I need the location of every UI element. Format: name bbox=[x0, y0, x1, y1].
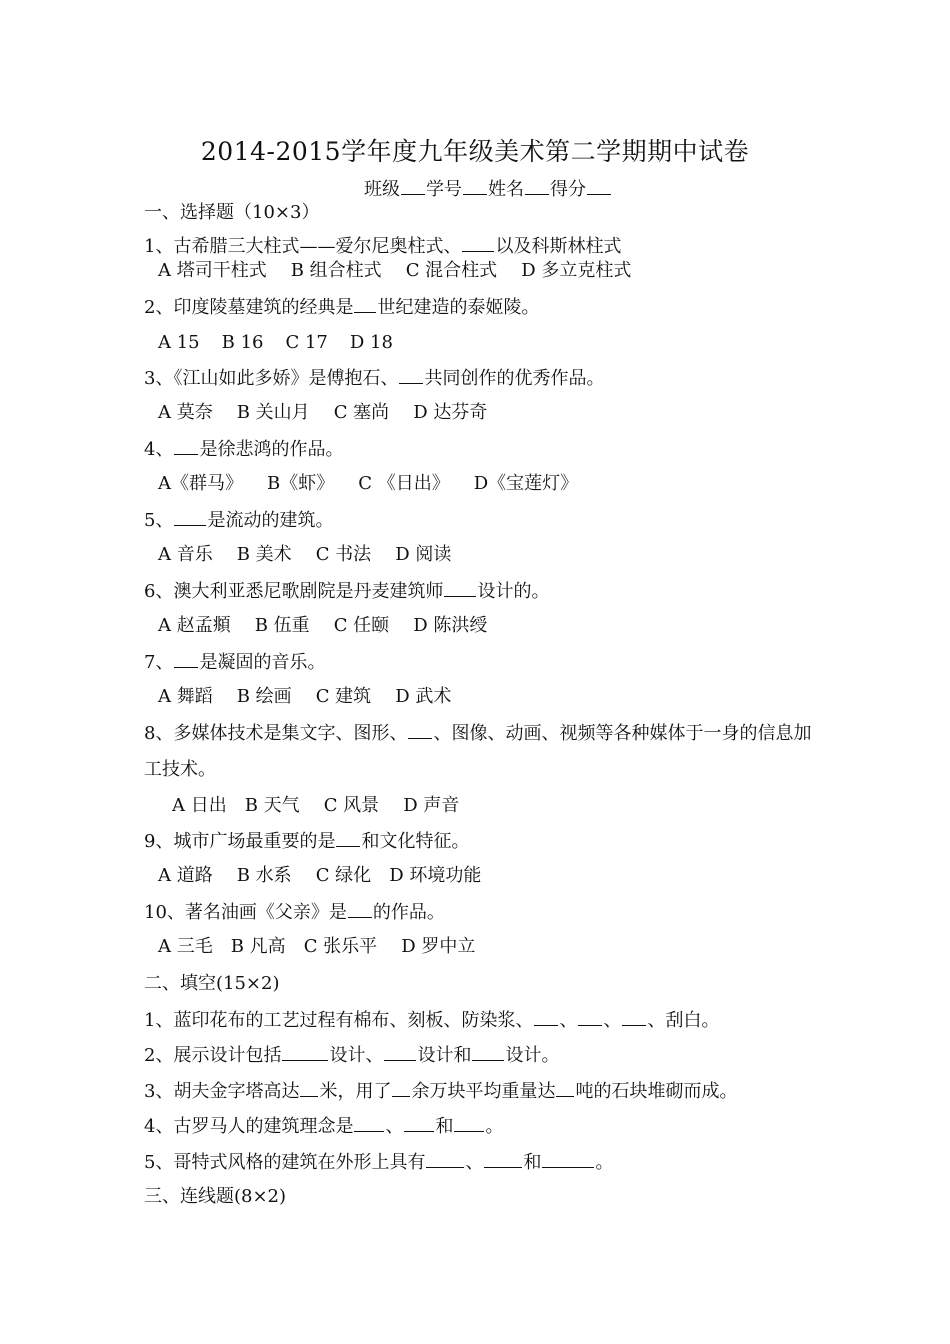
question-10-options bbox=[158, 936, 475, 958]
student-info-line bbox=[364, 175, 612, 201]
question-5 bbox=[144, 509, 333, 532]
option-a[interactable]: A 舞蹈 bbox=[158, 686, 213, 707]
class-blank[interactable] bbox=[401, 178, 425, 195]
question-text: 3、《江山如此多娇》是傅抱石、 bbox=[144, 368, 399, 389]
option-a[interactable]: A 莫奈 bbox=[158, 402, 213, 423]
answer-blank[interactable] bbox=[408, 722, 432, 739]
option-d[interactable]: D 武术 bbox=[395, 686, 452, 707]
fill-text: 余万块平均重量达 bbox=[411, 1081, 556, 1102]
student-id-blank[interactable] bbox=[463, 178, 487, 195]
option-d[interactable]: D 18 bbox=[349, 332, 393, 353]
exam-title: 2014-2015学年度九年级美术第二学期期中试卷 bbox=[200, 137, 750, 166]
question-text: 2、印度陵墓建筑的经典是 bbox=[144, 297, 354, 318]
fill-text: 吨的石块堆砌而成。 bbox=[575, 1081, 738, 1102]
question-3 bbox=[144, 367, 604, 390]
question-1-options bbox=[158, 260, 631, 282]
score-blank[interactable] bbox=[587, 178, 611, 195]
answer-blank[interactable] bbox=[336, 830, 360, 847]
fill-blank[interactable] bbox=[472, 1044, 504, 1061]
fill-item-2 bbox=[144, 1044, 559, 1067]
fill-blank[interactable] bbox=[534, 1009, 558, 1026]
fill-text: 、 bbox=[385, 1116, 404, 1137]
question-text: 8、多媒体技术是集文字、图形、 bbox=[144, 723, 408, 744]
fill-blank[interactable] bbox=[300, 1080, 318, 1097]
option-a[interactable]: A 日出 bbox=[172, 795, 227, 816]
question-8-options bbox=[172, 795, 459, 817]
question-text: 6、澳大利亚悉尼歌剧院是丹麦建筑师 bbox=[144, 581, 444, 602]
option-b[interactable]: B 天气 bbox=[244, 795, 300, 816]
question-7-options bbox=[158, 686, 451, 708]
question-text: 9、城市广场最重要的是 bbox=[144, 831, 336, 852]
question-text: 10、著名油画《父亲》是 bbox=[144, 902, 347, 923]
option-b[interactable]: B 组合柱式 bbox=[290, 260, 382, 281]
option-b[interactable]: B 16 bbox=[221, 332, 264, 353]
option-c[interactable]: C 书法 bbox=[315, 544, 372, 565]
option-c[interactable]: C 《日出》 bbox=[358, 473, 450, 494]
question-text: 是凝固的音乐。 bbox=[199, 652, 326, 673]
fill-text: 、刮白。 bbox=[647, 1010, 720, 1031]
fill-item-4 bbox=[144, 1115, 503, 1138]
option-d[interactable]: D 罗中立 bbox=[401, 936, 476, 957]
fill-text: 米，用了 bbox=[319, 1081, 392, 1102]
option-b[interactable]: B《虾》 bbox=[267, 473, 335, 494]
option-c[interactable]: C 混合柱式 bbox=[405, 260, 498, 281]
fill-text: 。 bbox=[595, 1152, 614, 1173]
question-9 bbox=[144, 830, 469, 853]
fill-blank[interactable] bbox=[384, 1044, 416, 1061]
option-d[interactable]: D《宝莲灯》 bbox=[473, 473, 579, 494]
option-c[interactable]: C 塞尚 bbox=[333, 402, 390, 423]
question-10 bbox=[144, 901, 445, 924]
fill-text: 5、哥特式风格的建筑在外形上具有 bbox=[144, 1152, 426, 1173]
fill-blank[interactable] bbox=[556, 1080, 574, 1097]
question-text: 和文化特征。 bbox=[361, 831, 470, 852]
fill-text: 和 bbox=[523, 1152, 542, 1173]
answer-blank[interactable] bbox=[462, 235, 494, 252]
name-blank[interactable] bbox=[525, 178, 549, 195]
option-d[interactable]: D 阅读 bbox=[395, 544, 452, 565]
answer-blank[interactable] bbox=[174, 438, 198, 455]
fill-text: 。 bbox=[485, 1116, 504, 1137]
option-b[interactable]: B 美术 bbox=[236, 544, 292, 565]
option-a[interactable]: A 音乐 bbox=[158, 544, 213, 565]
fill-blank[interactable] bbox=[392, 1080, 410, 1097]
student-id-label: 学号 bbox=[426, 179, 462, 200]
fill-blank[interactable] bbox=[578, 1009, 602, 1026]
option-d[interactable]: D 声音 bbox=[403, 795, 460, 816]
question-8 bbox=[144, 722, 811, 745]
option-a[interactable]: A 三毛 bbox=[158, 936, 213, 957]
answer-blank[interactable] bbox=[354, 296, 376, 313]
option-d[interactable]: D 达芬奇 bbox=[413, 402, 488, 423]
fill-blank[interactable] bbox=[622, 1009, 646, 1026]
option-d[interactable]: D 陈洪绶 bbox=[413, 615, 488, 636]
question-2-options bbox=[158, 332, 393, 354]
fill-text: 设计、 bbox=[329, 1045, 384, 1066]
answer-blank[interactable] bbox=[444, 580, 476, 597]
answer-blank[interactable] bbox=[399, 367, 423, 384]
question-5-options bbox=[158, 544, 451, 566]
class-label: 班级 bbox=[364, 179, 400, 200]
option-a[interactable]: A《群马》 bbox=[158, 473, 243, 494]
fill-blank[interactable] bbox=[484, 1151, 522, 1168]
question-9-options bbox=[158, 865, 481, 887]
fill-item-3 bbox=[144, 1080, 737, 1103]
fill-text: 、 bbox=[559, 1010, 578, 1031]
question-text: 、图像、动画、视频等各种媒体于一身的信息加 bbox=[433, 723, 812, 744]
question-text: 设计的。 bbox=[477, 581, 550, 602]
question-2 bbox=[144, 296, 539, 319]
option-c[interactable]: C 建筑 bbox=[315, 686, 372, 707]
option-d[interactable]: D 环境功能 bbox=[389, 865, 482, 886]
fill-text: 、 bbox=[603, 1010, 622, 1031]
option-a[interactable]: A 赵孟頫 bbox=[158, 615, 231, 636]
answer-blank[interactable] bbox=[174, 509, 206, 526]
option-b[interactable]: B 水系 bbox=[236, 865, 292, 886]
fill-blank[interactable] bbox=[354, 1115, 384, 1132]
option-b[interactable]: B 关山月 bbox=[236, 402, 310, 423]
fill-text: 设计和 bbox=[417, 1045, 472, 1066]
option-a[interactable]: A 15 bbox=[158, 332, 200, 353]
question-1 bbox=[144, 235, 621, 258]
question-4-options bbox=[158, 473, 578, 495]
fill-text: 3、胡夫金字塔高达 bbox=[144, 1081, 300, 1102]
option-c[interactable]: C 任颐 bbox=[333, 615, 390, 636]
question-4 bbox=[144, 438, 343, 461]
section-1-heading: 一、选择题（10×3） bbox=[144, 202, 320, 223]
option-b[interactable]: B 凡高 bbox=[230, 936, 286, 957]
option-a[interactable]: A 塔司干柱式 bbox=[158, 260, 267, 281]
question-6 bbox=[144, 580, 549, 603]
question-text: 7、 bbox=[144, 652, 174, 673]
option-a[interactable]: A 道路 bbox=[158, 865, 213, 886]
fill-blank[interactable] bbox=[426, 1151, 464, 1168]
option-c[interactable]: C 张乐平 bbox=[303, 936, 378, 957]
fill-text: 2、展示设计包括 bbox=[144, 1045, 282, 1066]
option-c[interactable]: C 17 bbox=[285, 332, 328, 353]
question-6-options bbox=[158, 615, 487, 637]
fill-blank[interactable] bbox=[542, 1151, 594, 1168]
fill-blank[interactable] bbox=[282, 1044, 328, 1061]
option-c[interactable]: C 风景 bbox=[323, 795, 380, 816]
question-3-options bbox=[158, 402, 487, 424]
question-8-continuation: 工技术。 bbox=[144, 759, 216, 780]
question-text: 以及科斯林柱式 bbox=[495, 236, 622, 257]
option-b[interactable]: B 绘画 bbox=[236, 686, 292, 707]
fill-text: 和 bbox=[435, 1116, 454, 1137]
question-7 bbox=[144, 651, 325, 674]
fill-blank[interactable] bbox=[454, 1115, 484, 1132]
option-b[interactable]: B 伍重 bbox=[254, 615, 310, 636]
score-label: 得分 bbox=[550, 179, 586, 200]
fill-blank[interactable] bbox=[404, 1115, 434, 1132]
option-d[interactable]: D 多立克柱式 bbox=[521, 260, 632, 281]
answer-blank[interactable] bbox=[174, 651, 198, 668]
fill-item-1 bbox=[144, 1009, 719, 1032]
question-text: 是徐悲鸿的作品。 bbox=[199, 439, 344, 460]
fill-item-5 bbox=[144, 1151, 613, 1174]
section-2-heading: 二、填空(15×2) bbox=[144, 973, 280, 994]
fill-text: 4、古罗马人的建筑理念是 bbox=[144, 1116, 354, 1137]
question-text: 共同创作的优秀作品。 bbox=[424, 368, 605, 389]
question-text: 5、 bbox=[144, 510, 174, 531]
fill-text: 、 bbox=[465, 1152, 484, 1173]
option-c[interactable]: C 绿化 bbox=[315, 865, 372, 886]
fill-text: 1、蓝印花布的工艺过程有棉布、刻板、防染浆、 bbox=[144, 1010, 534, 1031]
question-text: 4、 bbox=[144, 439, 174, 460]
answer-blank[interactable] bbox=[348, 901, 372, 918]
question-text: 世纪建造的泰姬陵。 bbox=[377, 297, 540, 318]
section-3-heading: 三、连线题(8×2) bbox=[144, 1186, 287, 1207]
question-text: 是流动的建筑。 bbox=[207, 510, 334, 531]
fill-text: 设计。 bbox=[505, 1045, 560, 1066]
name-label: 姓名 bbox=[488, 179, 524, 200]
question-text: 1、古希腊三大柱式——爱尔尼奥柱式、 bbox=[144, 236, 462, 257]
question-text: 的作品。 bbox=[372, 902, 445, 923]
